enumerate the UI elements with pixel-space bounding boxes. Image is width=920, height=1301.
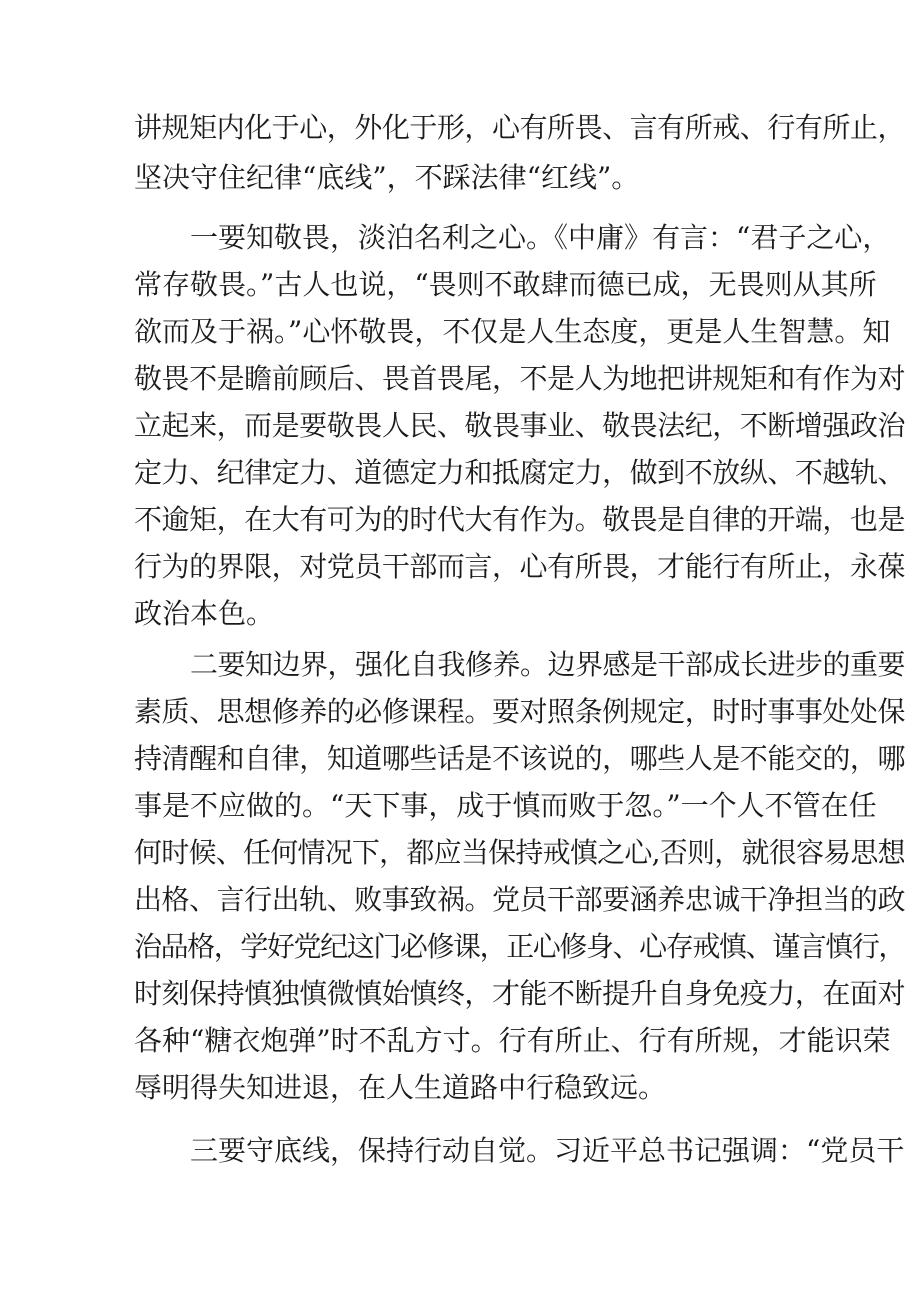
text-line: 治品格，学好党纪这门必修课，正心修身、心存戒慎、谨言慎行， (134, 930, 906, 963)
text-line: 三要守底线，保持行动自觉。习近平总书记强调：“党员干 (190, 1134, 905, 1167)
text-line: 敬畏不是瞻前顾后、畏首畏尾，不是人为地把讲规矩和有作为对 (134, 362, 906, 395)
text-line: 政治本色。 (134, 597, 275, 630)
text-line: 何时候、任何情况下，都应当保持戒慎之心,否则，就很容易思想 (134, 836, 905, 869)
text-line: 各种“糖衣炮弹”时不乱方寸。行有所止、行有所规，才能识荣 (134, 1024, 891, 1057)
text-line: 欲而及于祸。”心怀敬畏，不仅是人生态度，更是人生智慧。知 (134, 315, 891, 348)
text-line: 二要知边界，强化自我修养。边界感是干部成长进步的重要 (190, 648, 906, 681)
text-line: 行为的界限，对党员干部而言，心有所畏，才能行有所止，永葆 (134, 550, 906, 583)
text-line: 素质、思想修养的必修课程。要对照条例规定，时时事事处处保 (134, 695, 906, 728)
text-line: 不逾矩，在大有可为的时代大有作为。敬畏是自律的开端，也是 (134, 503, 906, 536)
text-line: 时刻保持慎独慎微慎始慎终，才能不断提升自身免疫力，在面对 (134, 977, 906, 1010)
text-line: 讲规矩内化于心，外化于形，心有所畏、言有所戒、行有所止， (134, 111, 906, 144)
text-line: 坚决守住纪律“底线”，不踩法律“红线”。 (134, 161, 640, 194)
text-line: 定力、纪律定力、道德定力和抵腐定力，做到不放纵、不越轨、 (134, 456, 906, 489)
text-line: 辱明得失知进退，在人生道路中行稳致远。 (134, 1071, 667, 1104)
text-line: 持清醒和自律，知道哪些话是不该说的，哪些人是不能交的，哪 (134, 742, 906, 775)
text-line: 常存敬畏。”古人也说，“畏则不敢肆而德已成，无畏则从其所 (134, 268, 877, 301)
text-line: 立起来，而是要敬畏人民、敬畏事业、敬畏法纪，不断增强政治 (134, 409, 906, 442)
text-line: 出格、言行出轨、败事致祸。党员干部要涵养忠诚干净担当的政 (134, 883, 906, 916)
text-line: 一要知敬畏，淡泊名利之心。《中庸》有言：“君子之心， (190, 221, 891, 254)
text-line: 事是不应做的。“天下事，成于慎而败于忽。”一个人不管在任 (134, 789, 877, 822)
